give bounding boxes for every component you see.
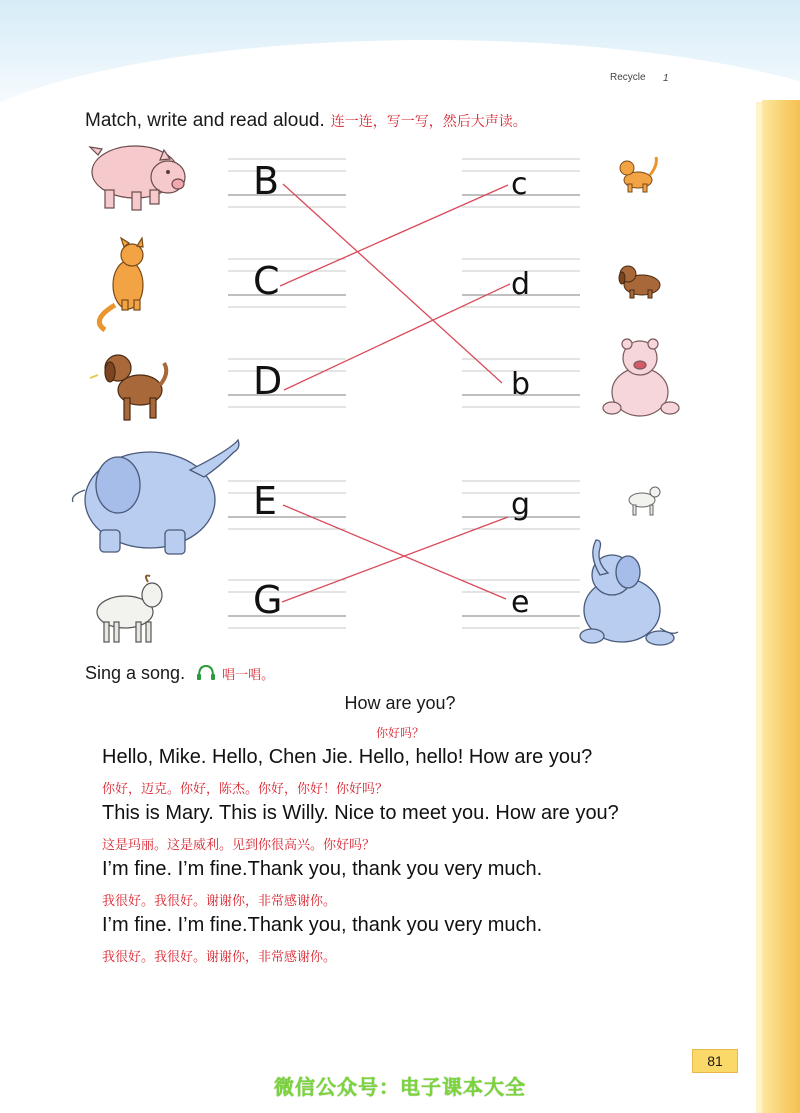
lyric-line-4: I’m fine. I’m fine.Thank you, thank you very much. <box>102 914 543 936</box>
song-title: How are you? <box>344 693 456 713</box>
match-line-g <box>282 517 508 602</box>
page-number: 81 <box>692 1049 738 1073</box>
letter-right-4: g <box>511 487 531 522</box>
lyric-line-2-zh: 这是玛丽。这是威利。见到你很高兴。你好吗？ <box>102 838 376 853</box>
section-number: 1 <box>663 73 669 84</box>
letter-right-5: e <box>511 585 530 620</box>
exercise2-title-zh: 唱一唱。 <box>222 668 275 683</box>
bear-icon <box>603 339 679 416</box>
writing-lines-left-5 <box>228 580 346 628</box>
letter-right-1: c <box>511 167 528 202</box>
letter-right-2: d <box>511 267 531 302</box>
lyric-line-3-zh: 我很好。我很好。谢谢你，非常感谢你。 <box>102 894 337 909</box>
pig-icon <box>90 146 185 210</box>
exercise2-title-en: Sing a song. <box>85 663 186 683</box>
writing-lines-left-1 <box>228 159 346 207</box>
lyric-line-2: This is Mary. This is Willy. Nice to meet you. How are you? <box>102 802 619 824</box>
small-dog-icon <box>619 266 660 298</box>
lyric-line-3: I’m fine. I’m fine.Thank you, thank you very much. <box>102 858 543 880</box>
letter-left-3: D <box>253 359 283 403</box>
dog-icon <box>90 355 166 420</box>
match-line-e <box>283 505 506 599</box>
elephant-icon <box>73 440 239 554</box>
letter-left-2: C <box>253 259 280 303</box>
lyric-line-4-zh: 我很好。我很好。谢谢你，非常感谢你。 <box>102 950 337 965</box>
lyric-line-1: Hello, Mike. Hello, Chen Jie. Hello, hello! How are you? <box>102 746 593 768</box>
goat-icon <box>97 576 162 642</box>
exercise2-title <box>85 663 274 685</box>
song-title-zh: 你好吗？ <box>375 726 424 740</box>
footer-watermark: 微信公众号：电子课本大全 <box>274 1075 526 1099</box>
letter-right-3: b <box>511 367 531 402</box>
exercise1-title-zh: 连一连，写一写，然后大声读。 <box>330 114 527 130</box>
small-cat-icon <box>620 157 656 192</box>
match-line-d <box>284 284 510 390</box>
sitting-elephant-icon <box>580 540 678 645</box>
letter-left-1: B <box>253 159 280 203</box>
letter-left-4: E <box>253 479 278 523</box>
section-label: Recycle <box>610 72 646 83</box>
writing-lines-left-3 <box>228 359 346 407</box>
cat-icon <box>99 238 143 330</box>
exercise1-title-en: Match, write and read aloud. <box>85 110 325 131</box>
headphones-icon <box>196 664 216 685</box>
letter-left-5: G <box>253 578 283 622</box>
match-lines <box>280 184 510 602</box>
lyric-line-1-zh: 你好，迈克。你好，陈杰。你好，你好！你好吗？ <box>102 782 389 797</box>
small-goat-icon <box>629 487 660 515</box>
match-line-b <box>283 184 502 383</box>
writing-lines-left-4 <box>228 481 346 529</box>
